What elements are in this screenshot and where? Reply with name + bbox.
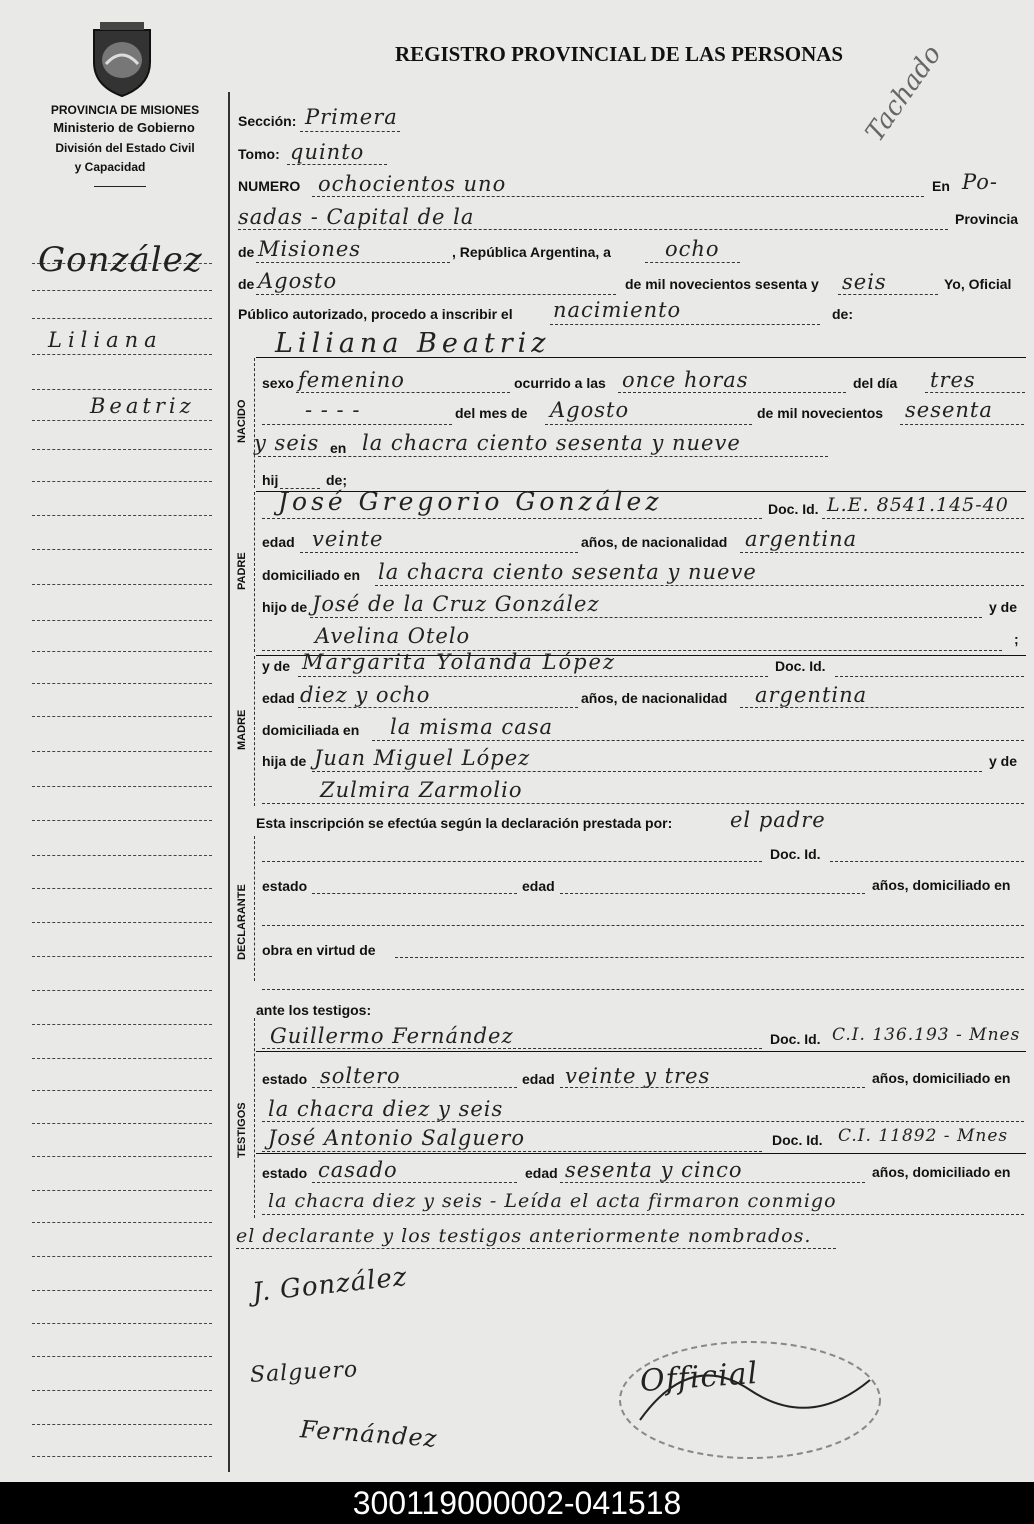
label-provincia: Provincia — [955, 211, 1019, 227]
father-father: José de la Cruz González — [312, 592, 600, 616]
label-hij: hij — [262, 472, 279, 488]
label-semicolon: ; — [1014, 631, 1019, 647]
father-doc: L.E. 8541.145-40 — [827, 494, 1009, 516]
mother-name: Margarita Yolanda López — [302, 650, 617, 674]
label-republica: , República Argentina, a — [452, 244, 611, 260]
label-del-mes: del mes de — [455, 405, 528, 421]
mother-age: diez y ocho — [300, 683, 431, 707]
witness-2-doc: C.I. 11892 - Mnes — [838, 1126, 1009, 1146]
margin-surname: González — [38, 240, 203, 280]
label-father-edad: edad — [262, 534, 295, 550]
label-del-dia: del día — [853, 375, 898, 391]
value-birth-month: Agosto — [550, 398, 630, 422]
official-seal — [600, 1330, 900, 1470]
father-nationality: argentina — [745, 527, 858, 551]
mother-mother: Zulmira Zarmolio — [320, 778, 523, 802]
label-declarante-estado: estado — [262, 878, 308, 894]
label-en2: en — [330, 440, 347, 456]
label-de-colon: de: — [832, 306, 853, 322]
value-province: Misiones — [258, 237, 362, 261]
witness-2-estado: casado — [318, 1158, 398, 1182]
label-w1-doc: Doc. Id. — [770, 1031, 821, 1047]
margin-name-1: Liliana — [48, 328, 163, 352]
signature-witness-1: Fernández — [299, 1415, 439, 1453]
value-year: seis — [842, 270, 887, 294]
mother-domicile: la misma casa — [390, 715, 554, 739]
label-de-semi: de; — [326, 472, 347, 488]
witness-1-name: Guillermo Fernández — [270, 1024, 514, 1048]
value-birth-year2: y seis — [254, 431, 320, 455]
value-city: sadas - Capital de la — [238, 205, 475, 229]
label-testigos: TESTIGOS — [236, 1102, 248, 1158]
label-tomo: Tomo: — [238, 146, 280, 162]
label-father-doc: Doc. Id. — [768, 501, 819, 517]
witness-1-doc: C.I. 136.193 - Mnes — [832, 1025, 1021, 1045]
division-line-1: División del Estado Civil — [55, 141, 195, 155]
label-de-mil2: de mil novecientos — [757, 405, 884, 421]
mother-father: Juan Miguel López — [314, 746, 531, 770]
label-de-month: de — [238, 276, 255, 292]
value-birth-year: sesenta — [905, 398, 993, 422]
label-ocurrido: ocurrido a las — [514, 375, 606, 391]
label-ante: ante los testigos: — [256, 1002, 372, 1018]
label-y-de-2: y de — [989, 753, 1018, 769]
closing-text: el declarante y los testigos anteriormente nombrados. — [236, 1225, 812, 1247]
witness-1-dom: la chacra diez y seis — [268, 1097, 504, 1121]
child-name: Liliana Beatriz — [275, 328, 551, 359]
margin-divider — [228, 92, 230, 1472]
label-mother-edad: edad — [262, 690, 295, 706]
label-y-de-mother: y de — [262, 658, 291, 674]
header-divider — [94, 186, 146, 187]
value-hour: once horas — [622, 368, 749, 392]
label-declarante: DECLARANTE — [236, 884, 248, 960]
label-sexo: sexo — [262, 375, 294, 391]
father-domicile: la chacra ciento sesenta y nueve — [378, 560, 757, 584]
mother-nationality: argentina — [755, 683, 868, 707]
label-father-dom: domiciliado en — [262, 567, 361, 583]
value-place: la chacra ciento sesenta y nueve — [362, 431, 741, 455]
label-publico: Público autorizado, procedo a inscribir el — [238, 306, 513, 322]
witness-2-dom: la chacra diez y seis - Leída el acta firmaron conmigo — [268, 1190, 837, 1212]
label-declarante-anos: años, domiciliado en — [872, 877, 1011, 893]
label-y-de: y de — [989, 599, 1018, 615]
value-day: ocho — [665, 237, 720, 261]
witness-2-edad: sesenta y cinco — [565, 1158, 743, 1182]
value-month: Agosto — [258, 269, 338, 293]
label-yo-oficial: Yo, Oficial — [944, 276, 1012, 292]
ministry-name: Ministerio de Gobierno — [53, 120, 195, 135]
label-w1-anos: años, domiciliado en — [872, 1070, 1011, 1086]
value-birth-day: tres — [930, 368, 976, 392]
label-obra: obra en virtud de — [262, 942, 376, 958]
margin-name-2: Beatriz — [90, 394, 195, 418]
label-padre: PADRE — [236, 552, 248, 590]
value-seccion: Primera — [305, 105, 398, 129]
label-seccion: Sección: — [238, 113, 297, 129]
label-w2-doc: Doc. Id. — [772, 1132, 823, 1148]
father-mother: Avelina Otelo — [315, 624, 471, 648]
value-declarant: el padre — [730, 808, 826, 832]
value-en: Po- — [962, 170, 999, 194]
value-numero: ochocientos uno — [318, 172, 507, 196]
provincial-emblem — [86, 20, 158, 100]
label-de-mil: de mil novecientos sesenta y — [625, 276, 819, 292]
signature-official: Official — [638, 1355, 760, 1400]
label-nacido: NACIDO — [236, 399, 248, 443]
label-mother-dom: domiciliada en — [262, 722, 360, 738]
label-w1-edad: edad — [522, 1071, 555, 1087]
label-declarante-doc: Doc. Id. — [770, 846, 821, 862]
label-w2-estado: estado — [262, 1165, 308, 1181]
value-tomo: quinto — [290, 140, 365, 164]
label-en: En — [932, 178, 950, 194]
province-name: PROVINCIA DE MISIONES — [50, 103, 200, 117]
label-de: de — [238, 244, 255, 260]
label-hijo-de: hijo de — [262, 599, 308, 615]
label-hija-de: hija de — [262, 753, 307, 769]
label-declaracion: Esta inscripción se efectúa según la declaración prestada por: — [256, 815, 673, 831]
label-w2-anos: años, domiciliado en — [872, 1164, 1011, 1180]
value-act: nacimiento — [553, 298, 682, 322]
value-sex: femenino — [298, 368, 405, 392]
witness-1-estado: soltero — [320, 1064, 401, 1088]
value-dashes: - - - - — [305, 398, 361, 422]
document-title: REGISTRO PROVINCIAL DE LAS PERSONAS — [395, 42, 844, 66]
document-code: 300119000002-041518 — [0, 1482, 1034, 1524]
signature-witness-2: Salguero — [249, 1357, 359, 1388]
label-madre: MADRE — [236, 709, 248, 750]
label-w1-estado: estado — [262, 1071, 308, 1087]
label-mother-doc: Doc. Id. — [775, 658, 826, 674]
label-w2-edad: edad — [525, 1165, 558, 1181]
division-line-2: y Capacidad — [74, 160, 146, 174]
tachado-stamp: Tachado — [860, 39, 948, 148]
witness-1-edad: veinte y tres — [565, 1064, 711, 1088]
father-name: José Gregorio González — [278, 487, 663, 516]
label-mother-nat: años, de nacionalidad — [581, 690, 728, 706]
label-father-nat: años, de nacionalidad — [581, 534, 728, 550]
father-age: veinte — [312, 527, 384, 551]
label-declarante-edad: edad — [522, 878, 555, 894]
signature-declarant: J. González — [250, 1261, 409, 1309]
witness-2-name: José Antonio Salguero — [268, 1126, 525, 1150]
label-numero: NUMERO — [238, 178, 301, 194]
